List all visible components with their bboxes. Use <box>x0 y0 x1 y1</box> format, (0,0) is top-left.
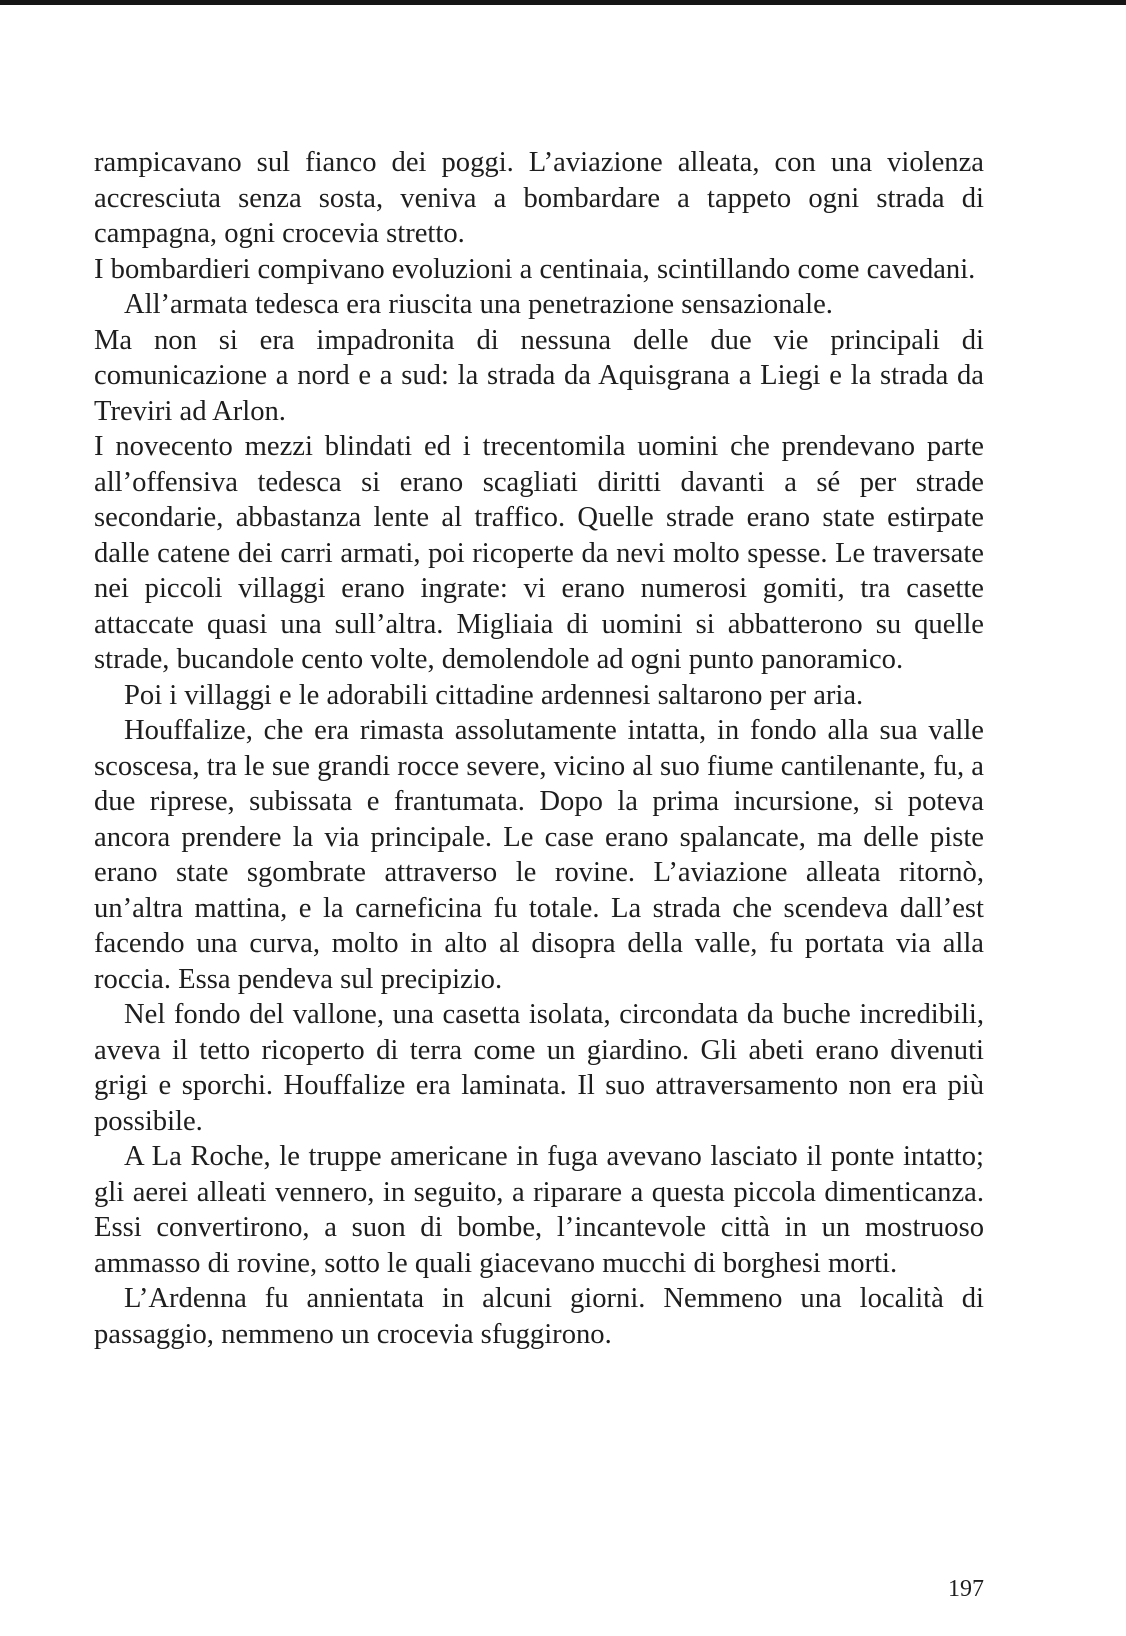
top-scan-edge <box>0 0 1126 5</box>
page-number: 197 <box>948 1576 984 1602</box>
paragraph: I novecento mezzi blindati ed i trecentomila uomini che prendevano parte all’offensiva tedesca si erano scagliati diritti davanti a sé per strade secondarie, abbastanza lente al traffico. Quelle strade erano state estirpate dalle catene dei carri armati, poi ricoperte da nevi molto spesse. Le traversate nei piccoli villaggi erano ingrate: vi erano numerosi gomiti, tra casette attaccate quasi una sull’altra. Migliaia di uomini si abbatterono su quelle strade, bucandole cento volte, demolendole ad ogni punto panoramico. <box>94 431 984 675</box>
paragraph: Poi i villaggi e le adorabili cittadine ardennesi saltarono per aria. <box>124 679 864 711</box>
paragraph: Ma non si era impadronita di nessuna delle due vie principali di comunicazione a nord e a sud: la strada da Aquisgrana a Liegi e la strada da Treviri ad Arlon. <box>94 324 984 427</box>
paragraph: Houffalize, che era rimasta assolutamente intatta, in fondo alla sua valle scoscesa, tra le sue grandi rocce severe, vicino al suo fiume cantilenante, fu, a due riprese, subissata e frantumata. Dopo la prima incursione, si poteva ancora prendere la via principale. Le case erano spalancate, ma delle piste erano state sgombrate attraverso le rovine. L’aviazione alleata ritornò, un’altra mattina, e la carneficina fu totale. La strada che scendeva dall’est facendo una curva, molto in alto al disopra della valle, fu portata via alla roccia. Essa pendeva sul precipizio. <box>94 715 984 995</box>
paragraph: I bombardieri compivano evoluzioni a centinaia, scintillando come cavedani. <box>94 253 976 285</box>
paragraph: All’armata tedesca era riuscita una penetrazione sensazionale. <box>124 289 833 320</box>
page-body <box>94 145 984 1352</box>
paragraph: Nel fondo del vallone, una casetta isolata, circondata da buche incredibili, aveva il tetto ricoperto di terra come un giardino. Gli abeti erano divenuti grigi e sporchi. Houffalize era laminata. Il suo attraversamento non era più possibile. <box>94 999 984 1137</box>
paragraph: A La Roche, le truppe americane in fuga avevano lasciato il ponte intatto; gli aerei alleati vennero, in seguito, a riparare a questa piccola dimenticanza. Essi convertirono, a suon di bombe, l’incantevole città in un mostruoso ammasso di rovine, sotto le quali giacevano mucchi di borghesi morti. <box>94 1141 984 1279</box>
paragraph: L’Ardenna fu annientata in alcuni giorni. Nemmeno una località di passaggio, nemmeno un crocevia sfuggirono. <box>94 1283 984 1350</box>
paragraph: rampicavano sul fianco dei poggi. L’aviazione alleata, con una violenza accresciuta senza sosta, veniva a bombardare a tappeto ogni strada di campagna, ogni crocevia stretto. <box>94 147 984 249</box>
